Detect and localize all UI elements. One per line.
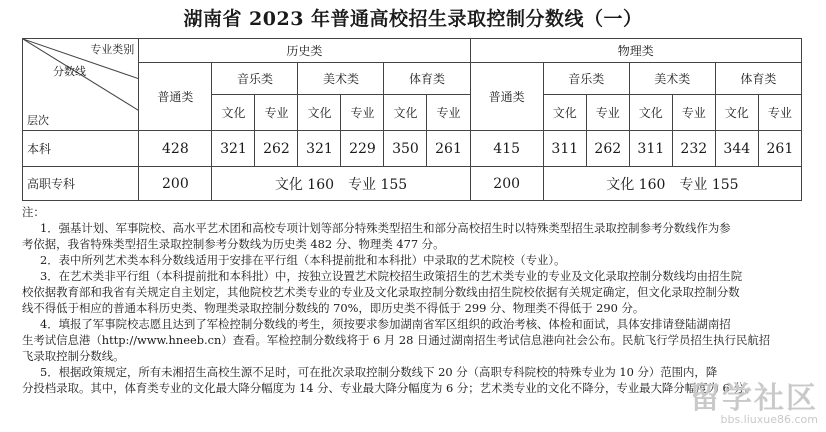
corner-category-label: 专业类别 — [90, 43, 135, 56]
page-title: 湖南省 2023 年普通高校招生录取控制分数线（一） — [183, 8, 643, 30]
cell-physics-sports-zhuanye: 261 — [758, 131, 801, 167]
table-row-benke — [23, 131, 802, 167]
cell-physics-putong: 415 — [470, 131, 543, 167]
note-line: 分投档录取。其中，体育类专业的文化最大降分幅度为 14 分、专业最大降分幅度为 6 分；艺术类专业的文化不降分，专业最大降分幅度为 6 分。 — [22, 381, 757, 395]
cell-physics-sports-wenhua: 344 — [715, 131, 758, 167]
sub-header-wenhua: 文化 — [543, 95, 586, 131]
sub-header-zhuanye: 专业 — [672, 95, 715, 131]
cell-gaozhi-physics-art: 文化 160 专业 155 — [543, 167, 801, 201]
watermark-logo-text: 留学社区 — [690, 381, 818, 416]
type-header-history-art: 美术类 — [298, 63, 384, 95]
cell-gaozhi-history-putong: 200 — [139, 167, 212, 201]
sub-header-wenhua: 文化 — [212, 95, 255, 131]
cell-physics-music-wenhua: 311 — [543, 131, 586, 167]
notes-heading: 注： — [22, 205, 45, 219]
sub-header-zhuanye: 专业 — [341, 95, 384, 131]
note-line: 线不得低于相应的普通本科历史类、物理类录取控制分数线的 70%，即历史类不得低于 299 分、物理类不得低于 290 分。 — [22, 301, 645, 315]
table-corner-header — [23, 39, 139, 131]
sub-header-wenhua: 文化 — [298, 95, 341, 131]
watermark — [690, 381, 818, 426]
cell-physics-art-wenhua: 311 — [629, 131, 672, 167]
note-line: 4．填报了军事院校志愿且达到了军检控制分数线的考生，须按要求参加湖南省军区组织的政治考核、体检和面试，具体安排请登陆湖南招 — [40, 317, 731, 331]
type-header-history-putong: 普通类 — [139, 63, 212, 131]
corner-score-label: 分数线 — [53, 65, 86, 78]
sub-header-zhuanye: 专业 — [758, 95, 801, 131]
type-header-physics-sports: 体育类 — [715, 63, 801, 95]
type-header-physics-music: 音乐类 — [543, 63, 629, 95]
table-row-gaozhi — [23, 167, 802, 201]
cell-gaozhi-history-art: 文化 160 专业 155 — [212, 167, 470, 201]
sub-header-zhuanye: 专业 — [255, 95, 298, 131]
score-table — [22, 38, 802, 201]
row-label-benke: 本科 — [23, 131, 139, 167]
row-label-gaozhi: 高职专科 — [23, 167, 139, 201]
notes-section — [22, 204, 802, 396]
note-line: 3．在艺术类非平行组（本科提前批和本科批）中，按独立设置艺术院校招生政策招生的艺术类专业的专业及文化录取控制分数线均由招生院 — [40, 269, 743, 283]
note-line: 校依据教育部和我省有关规定自主划定，其他院校艺术类专业的专业及文化录取控制分数线由招生院校依据有关规定确定，但文化录取控制分数 — [22, 285, 740, 299]
cell-history-sports-zhuanye: 261 — [427, 131, 470, 167]
note-line: 2．表中所列艺术类本科分数线适用于安排在平行组（本科提前批和本科批）中录取的艺术院校（专业）。 — [40, 253, 566, 267]
sub-header-zhuanye: 专业 — [427, 95, 470, 131]
cell-history-sports-wenhua: 350 — [384, 131, 427, 167]
note-line: 考依据，我省特殊类型招生录取控制参考分数线为历史类 482 分、物理类 477 分。 — [22, 237, 445, 251]
type-header-history-sports: 体育类 — [384, 63, 470, 95]
sub-header-zhuanye: 专业 — [586, 95, 629, 131]
sub-header-wenhua: 文化 — [715, 95, 758, 131]
watermark-url: bbs.liuxue86.com — [720, 413, 818, 426]
type-header-physics-art: 美术类 — [629, 63, 715, 95]
group-header-history: 历史类 — [139, 39, 470, 63]
cell-physics-music-zhuanye: 262 — [586, 131, 629, 167]
cell-history-art-zhuanye: 229 — [341, 131, 384, 167]
type-header-history-music: 音乐类 — [212, 63, 298, 95]
group-header-physics: 物理类 — [470, 39, 801, 63]
corner-level-label: 层次 — [27, 114, 49, 127]
cell-history-putong: 428 — [139, 131, 212, 167]
cell-physics-art-zhuanye: 232 — [672, 131, 715, 167]
sub-header-wenhua: 文化 — [629, 95, 672, 131]
note-line: 飞录取控制分数线。 — [22, 349, 125, 363]
sub-header-wenhua: 文化 — [384, 95, 427, 131]
cell-gaozhi-physics-putong: 200 — [470, 167, 543, 201]
note-line: 5．根据政策规定，所有未湘招生高校生源不足时，可在批次录取控制分数线下 20 分（高职专科院校的特殊专业为 10 分）范围内，降 — [40, 365, 718, 379]
cell-history-music-wenhua: 321 — [212, 131, 255, 167]
cell-history-art-wenhua: 321 — [298, 131, 341, 167]
type-header-physics-putong: 普通类 — [470, 63, 543, 131]
cell-history-music-zhuanye: 262 — [255, 131, 298, 167]
note-line: 1．强基计划、军事院校、高水平艺术团和高校专项计划等部分特殊类型招生和部分高校招生时以特殊类型招生录取控制参考分数线作为参 — [40, 221, 731, 235]
note-line: 生考试信息港（http://www.hneeb.cn）查看。军检控制分数线将于 6 月 28 日通过湖南招生考试信息港向社会公布。民航飞行学员招生执行民航招 — [22, 333, 771, 347]
